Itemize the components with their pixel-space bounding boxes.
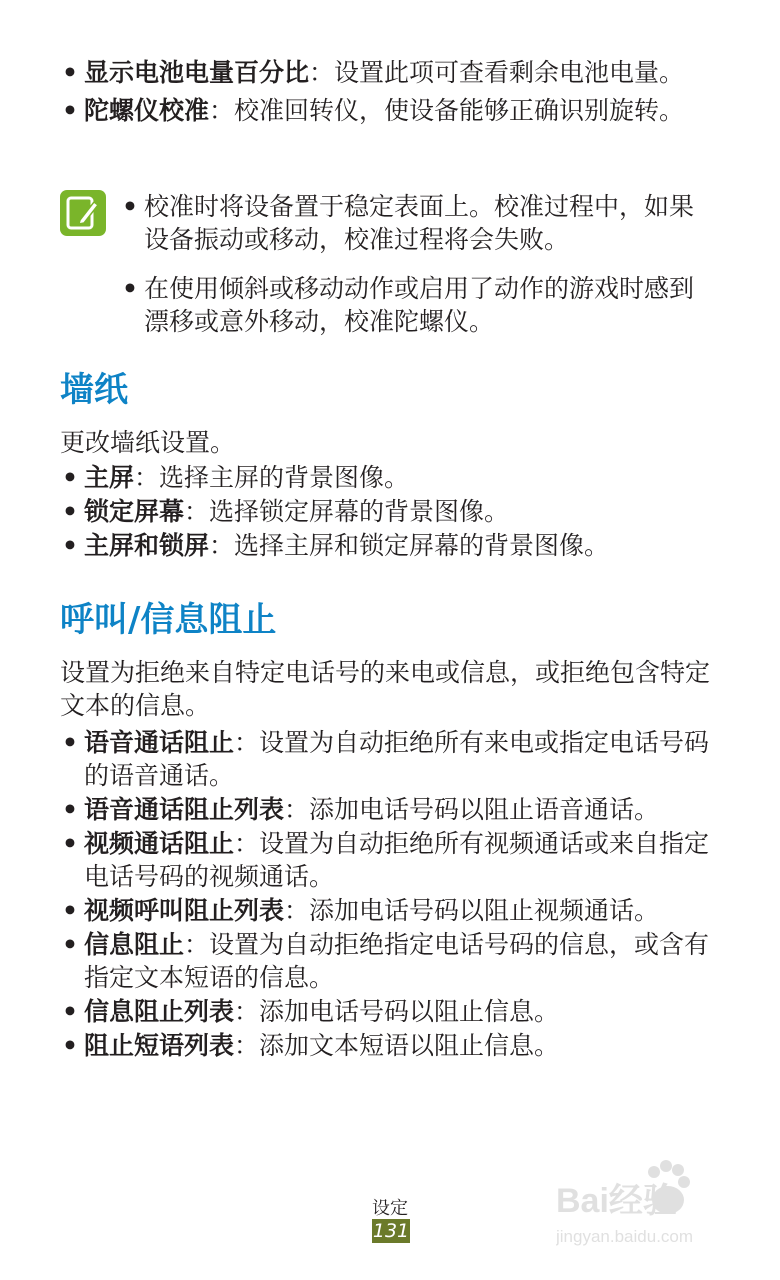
list-item <box>60 1029 710 1062</box>
item-term: 视频通话阻止 <box>84 829 235 858</box>
watermark-url: jingyan.baidu.com <box>556 1227 694 1246</box>
page-number: 131 <box>372 1220 410 1242</box>
item-desc: ：添加电话号码以阻止语音通话。 <box>284 795 660 824</box>
item-term: 主屏和锁屏 <box>84 531 210 560</box>
list-item <box>60 726 710 792</box>
item-term: 信息阻止 <box>84 930 185 959</box>
item-term: 阻止短语列表 <box>84 1031 235 1060</box>
item-desc: ：添加电话号码以阻止视频通话。 <box>284 896 660 925</box>
list-item <box>60 827 710 893</box>
item-desc: ：校准回转仪，使设备能够正确识别旋转。 <box>209 96 685 125</box>
list-item <box>60 495 710 528</box>
list-item <box>60 529 710 562</box>
section-intro-block: 设置为拒绝来自特定电话号的来电或信息，或拒绝包含特定文本的信息。 <box>60 658 711 720</box>
list-item <box>60 461 710 494</box>
item-desc: ：设置为自动拒绝所有来电或指定电话号码的语音通话。 <box>84 728 710 790</box>
note-item: • 在使用倾斜或移动动作或启用了动作的游戏时感到漂移或意外移动，校准陀螺仪。 <box>120 272 710 338</box>
item-term: 主屏 <box>84 463 135 492</box>
note-list <box>120 190 710 354</box>
item-desc: ：设置为自动拒绝指定电话号码的信息，或含有指定文本短语的信息。 <box>84 930 710 992</box>
baidu-watermark <box>556 1160 756 1256</box>
item-desc: ：设置为自动拒绝所有视频通话或来自指定电话号码的视频通话。 <box>84 829 710 891</box>
block-list <box>60 726 710 1063</box>
item-term: 信息阻止列表 <box>84 997 235 1026</box>
footer-section-label: 设定 <box>372 1198 408 1219</box>
item-term: 语音通话阻止列表 <box>84 795 285 824</box>
item-desc: ：选择主屏的背景图像。 <box>134 463 410 492</box>
section-heading-block: 呼叫/信息阻止 <box>60 600 277 640</box>
item-desc: ：选择锁定屏幕的背景图像。 <box>184 497 510 526</box>
note-icon <box>60 190 106 236</box>
settings-list <box>60 56 710 132</box>
note-item: • 校准时将设备置于稳定表面上。校准过程中，如果设备振动或移动，校准过程将会失败。 <box>120 190 710 256</box>
wallpaper-list <box>60 461 710 563</box>
item-term: 语音通话阻止 <box>84 728 235 757</box>
list-item <box>60 793 710 826</box>
section-intro-wallpaper: 更改墙纸设置。 <box>60 428 236 457</box>
watermark-brand: Bai经验 <box>556 1182 677 1220</box>
item-desc: ：设置此项可查看剩余电池电量。 <box>309 58 685 87</box>
list-item <box>60 995 710 1028</box>
list-item <box>60 928 710 994</box>
list-item <box>60 56 710 89</box>
item-term: 锁定屏幕 <box>84 497 185 526</box>
list-item <box>60 94 710 127</box>
item-term: 陀螺仪校准 <box>84 96 210 125</box>
item-term: 视频呼叫阻止列表 <box>84 896 285 925</box>
section-heading-wallpaper: 墙纸 <box>60 370 128 410</box>
item-desc: ：添加电话号码以阻止信息。 <box>234 997 560 1026</box>
item-term: 显示电池电量百分比 <box>84 58 310 87</box>
item-desc: ：选择主屏和锁定屏幕的背景图像。 <box>209 531 610 560</box>
item-desc: ：添加文本短语以阻止信息。 <box>234 1031 560 1060</box>
list-item <box>60 894 710 927</box>
